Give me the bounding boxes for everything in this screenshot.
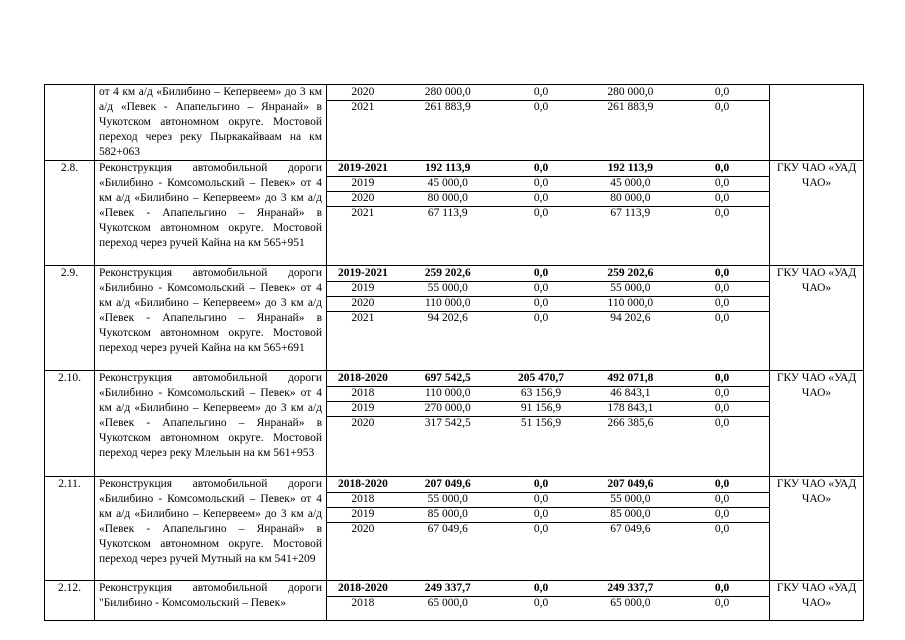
finance-total: 270 000,0 (424, 402, 471, 414)
finance-year: 2020 (351, 192, 375, 204)
finance-regional: 192 113,9 (607, 162, 653, 174)
finance-other: 0,0 (714, 162, 730, 174)
finance-total: 67 113,9 (427, 207, 468, 219)
responsible-executor: ГКУ ЧАО «УАД ЧАО» (770, 266, 864, 371)
finance-year: 2019 (351, 282, 375, 294)
finance-federal: 0,0 (533, 267, 549, 279)
finance-total: 280 000,0 (424, 86, 471, 98)
finance-other: 0,0 (714, 312, 730, 324)
finance-total: 249 337,7 (424, 582, 471, 594)
finance-year: 2018-2020 (338, 582, 388, 594)
table-row (45, 266, 864, 371)
finance-federal: 0,0 (533, 192, 549, 204)
finance-total: 67 049,6 (427, 523, 468, 535)
finance-row (327, 477, 769, 492)
finance-row (327, 416, 769, 431)
finance-other: 0,0 (714, 478, 730, 490)
finance-total: 261 883,9 (424, 101, 471, 113)
finance-regional: 45 000,0 (610, 177, 651, 189)
item-description: Реконструкция автомобильной дороги "Билибино - Комсомольский – Певек» (95, 581, 327, 621)
responsible-executor: ГКУ ЧАО «УАД ЧАО» (770, 371, 864, 477)
program-table (44, 84, 864, 621)
finance-row (327, 522, 769, 537)
table-row (45, 581, 864, 621)
finance-row (327, 206, 769, 221)
finance-federal: 91 156,9 (520, 402, 562, 414)
finance-year: 2020 (351, 86, 375, 98)
finance-other: 0,0 (714, 387, 730, 399)
finance-year: 2019 (351, 402, 375, 414)
finance-year: 2021 (351, 207, 375, 219)
finance-row (327, 281, 769, 296)
item-number: 2.11. (45, 477, 95, 581)
finance-other: 0,0 (714, 417, 730, 429)
finance-federal: 0,0 (533, 478, 549, 490)
item-number: 2.8. (45, 161, 95, 266)
document-page (44, 84, 863, 621)
finance-federal: 0,0 (533, 207, 549, 219)
finance-federal: 0,0 (533, 282, 549, 294)
finance-federal: 0,0 (533, 162, 549, 174)
finance-total: 259 202,6 (424, 267, 471, 279)
item-description: от 4 км а/д «Билибино – Кепервеем» до 3 км а/д «Певек - Апапельгино – Янранай» в Чукотском автономном округе. Мостовой переход через реку Пыркакайваам на км 582+063 (95, 85, 327, 161)
finance-federal: 0,0 (533, 297, 549, 309)
finance-other: 0,0 (714, 493, 730, 505)
finance-block (327, 581, 770, 621)
finance-other: 0,0 (714, 86, 730, 98)
responsible-executor: ГКУ ЧАО «УАД ЧАО» (770, 477, 864, 581)
finance-other: 0,0 (714, 523, 730, 535)
finance-total: 192 113,9 (425, 162, 471, 174)
finance-total: 65 000,0 (427, 597, 468, 609)
finance-row (327, 161, 769, 176)
finance-other: 0,0 (714, 297, 730, 309)
finance-regional: 67 049,6 (610, 523, 651, 535)
responsible-executor: ГКУ ЧАО «УАД ЧАО» (770, 161, 864, 266)
finance-total: 80 000,0 (427, 192, 468, 204)
finance-row (327, 191, 769, 206)
finance-regional: 55 000,0 (610, 493, 651, 505)
finance-federal: 0,0 (533, 177, 549, 189)
finance-total: 55 000,0 (427, 282, 468, 294)
finance-row (327, 296, 769, 311)
finance-other: 0,0 (714, 282, 730, 294)
finance-year: 2018 (351, 493, 375, 505)
finance-total: 317 542,5 (424, 417, 471, 429)
finance-federal: 63 156,9 (520, 387, 562, 399)
finance-year: 2021 (351, 101, 375, 113)
finance-regional: 46 843,1 (610, 387, 651, 399)
item-description: Реконструкция автомобильной дороги «Билибино - Комсомольский – Певек» от 4 км а/д «Билибино – Кепервеем» до 3 км а/д «Певек - Апапельгино – Янранай» в Чукотском автономном округе. Мостовой переход через реку Млельын на км 561+953 (95, 371, 327, 477)
finance-year: 2020 (351, 523, 375, 535)
finance-total: 85 000,0 (427, 508, 468, 520)
finance-row (327, 507, 769, 522)
finance-row (327, 581, 769, 596)
finance-total: 207 049,6 (424, 478, 471, 490)
finance-regional: 85 000,0 (610, 508, 651, 520)
finance-block (327, 161, 770, 266)
item-description: Реконструкция автомобильной дороги «Билибино - Комсомольский – Певек» от 4 км а/д «Билибино – Кепервеем» до 3 км а/д «Певек - Апапельгино – Янранай» в Чукотском автономном округе. Мостовой переход через ручей Кайна на км 565+951 (95, 161, 327, 266)
finance-row (327, 311, 769, 326)
finance-regional: 80 000,0 (610, 192, 651, 204)
finance-block (327, 266, 770, 371)
finance-regional: 261 883,9 (607, 101, 654, 113)
responsible-executor: ГКУ ЧАО «УАД ЧАО» (770, 581, 864, 621)
finance-federal: 51 156,9 (520, 417, 562, 429)
finance-year: 2019 (351, 508, 375, 520)
finance-year: 2019 (351, 177, 375, 189)
item-number: 2.12. (45, 581, 95, 621)
finance-other: 0,0 (714, 101, 730, 113)
finance-total: 110 000,0 (424, 297, 471, 309)
table-row (45, 371, 864, 477)
finance-year: 2021 (351, 312, 375, 324)
item-number: 2.9. (45, 266, 95, 371)
finance-total: 110 000,0 (424, 387, 471, 399)
finance-block (327, 371, 770, 477)
finance-row (327, 266, 769, 281)
finance-regional: 67 113,9 (610, 207, 651, 219)
finance-total: 55 000,0 (427, 493, 468, 505)
finance-other: 0,0 (714, 267, 730, 279)
finance-year: 2020 (351, 297, 375, 309)
finance-row (327, 371, 769, 386)
finance-federal: 0,0 (533, 508, 549, 520)
responsible-executor (770, 85, 864, 161)
finance-other: 0,0 (714, 582, 730, 594)
finance-total: 45 000,0 (427, 177, 468, 189)
finance-other: 0,0 (714, 597, 730, 609)
finance-other: 0,0 (714, 207, 730, 219)
finance-year: 2018-2020 (338, 478, 388, 490)
finance-regional: 207 049,6 (607, 478, 654, 490)
finance-federal: 0,0 (533, 86, 549, 98)
finance-federal: 0,0 (533, 582, 549, 594)
finance-year: 2020 (351, 417, 375, 429)
finance-regional: 249 337,7 (607, 582, 654, 594)
finance-row (327, 176, 769, 191)
finance-year: 2018 (351, 387, 375, 399)
finance-regional: 492 071,8 (607, 372, 654, 384)
finance-federal: 0,0 (533, 597, 549, 609)
finance-other: 0,0 (714, 192, 730, 204)
finance-federal: 0,0 (533, 312, 549, 324)
finance-block (327, 85, 770, 161)
finance-regional: 178 843,1 (607, 402, 654, 414)
item-description: Реконструкция автомобильной дороги «Билибино - Комсомольский – Певек» от 4 км а/д «Билибино – Кепервеем» до 3 км а/д «Певек - Апапельгино – Янранай» в Чукотском автономном округе. Мостовой переход через ручей Мутный на км 541+209 (95, 477, 327, 581)
finance-regional: 280 000,0 (607, 86, 654, 98)
finance-block (327, 477, 770, 581)
item-description: Реконструкция автомобильной дороги «Билибино - Комсомольский – Певек» от 4 км а/д «Билибино – Кепервеем» до 3 км а/д «Певек - Апапельгино – Янранай» в Чукотском автономном округе. Мостовой переход через ручей Кайна на км 565+691 (95, 266, 327, 371)
finance-row (327, 596, 769, 611)
finance-year: 2019-2021 (338, 162, 388, 174)
finance-row (327, 100, 769, 115)
finance-row (327, 386, 769, 401)
finance-other: 0,0 (714, 177, 730, 189)
item-number: 2.10. (45, 371, 95, 477)
finance-regional: 94 202,6 (610, 312, 651, 324)
finance-regional: 65 000,0 (610, 597, 651, 609)
finance-total: 697 542,5 (424, 372, 471, 384)
finance-row (327, 401, 769, 416)
finance-federal: 0,0 (533, 523, 549, 535)
finance-regional: 55 000,0 (610, 282, 651, 294)
finance-federal: 0,0 (533, 493, 549, 505)
finance-row (327, 85, 769, 100)
finance-total: 94 202,6 (427, 312, 468, 324)
finance-year: 2019-2021 (338, 267, 388, 279)
finance-regional: 266 385,6 (607, 417, 654, 429)
finance-row (327, 492, 769, 507)
table-row (45, 477, 864, 581)
finance-regional: 259 202,6 (607, 267, 654, 279)
finance-federal: 0,0 (533, 101, 549, 113)
finance-other: 0,0 (714, 508, 730, 520)
table-row (45, 161, 864, 266)
finance-other: 0,0 (714, 402, 730, 414)
finance-year: 2018 (351, 597, 375, 609)
finance-other: 0,0 (714, 372, 730, 384)
finance-regional: 110 000,0 (607, 297, 654, 309)
table-row (45, 85, 864, 161)
finance-year: 2018-2020 (338, 372, 388, 384)
item-number (45, 85, 95, 161)
finance-federal: 205 470,7 (518, 372, 565, 384)
